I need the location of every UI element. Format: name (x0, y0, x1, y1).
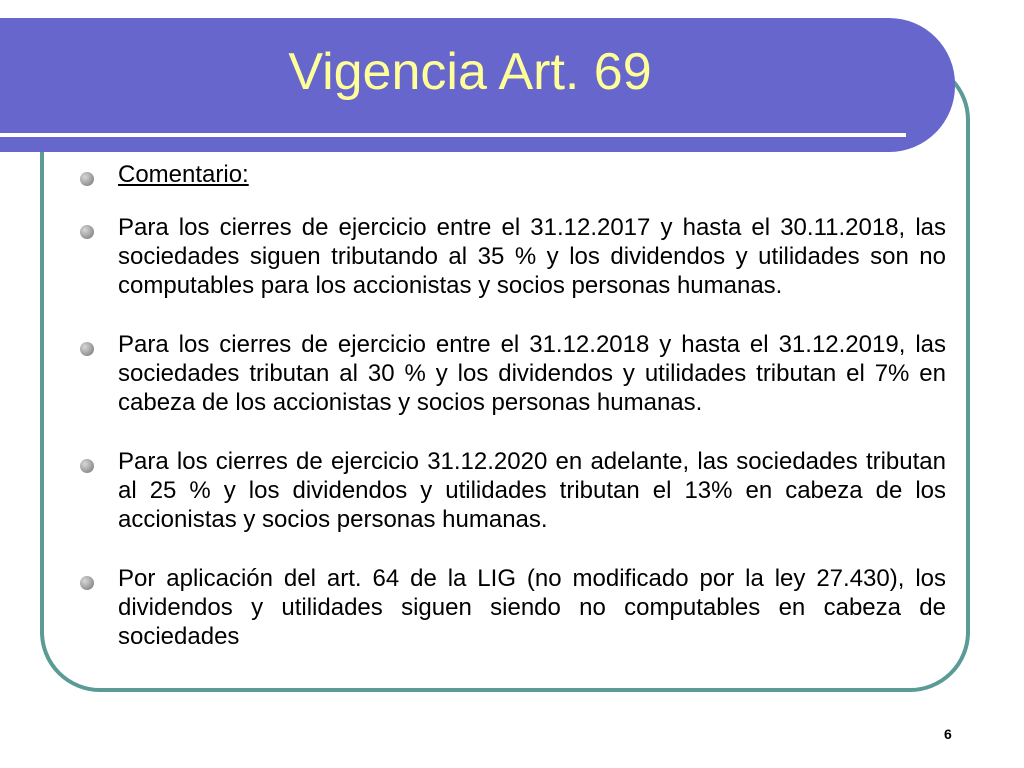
bullet-icon (80, 576, 94, 590)
bullet-item (80, 160, 946, 189)
bullet-item (80, 213, 946, 300)
slide-title: Vigencia Art. 69 (288, 43, 652, 101)
bullet-text: Para los cierres de ejercicio 31.12.2020 en adelante, las sociedades tributan al 25 % y los dividendos y utilidades tributan el 13% en cabeza de los accionistas y socios personas humanas. (118, 448, 946, 533)
bullet-text: Comentario: (118, 161, 249, 188)
title-underline (0, 133, 906, 137)
bullet-item (80, 564, 946, 651)
bullet-icon (80, 225, 94, 239)
bullet-icon (80, 172, 94, 186)
page-number: 6 (944, 726, 952, 742)
bullet-icon (80, 342, 94, 356)
bullet-item (80, 447, 946, 534)
bullet-icon (80, 459, 94, 473)
bullet-text: Por aplicación del art. 64 de la LIG (no modificado por la ley 27.430), los dividendos y utilidades siguen siendo no computables en cabeza de sociedades (118, 565, 946, 650)
bullet-item (80, 330, 946, 417)
bullet-text: Para los cierres de ejercicio entre el 31.12.2018 y hasta el 31.12.2019, las sociedades tributan al 30 % y los dividendos y utilidades tributan el 7% en cabeza de los accionistas y socios personas humanas. (118, 331, 946, 416)
bullet-list (80, 160, 946, 651)
bullet-text: Para los cierres de ejercicio entre el 31.12.2017 y hasta el 30.11.2018, las sociedades siguen tributando al 35 % y los dividendos y utilidades son no computables para los accionistas y socios personas humanas. (118, 214, 946, 299)
